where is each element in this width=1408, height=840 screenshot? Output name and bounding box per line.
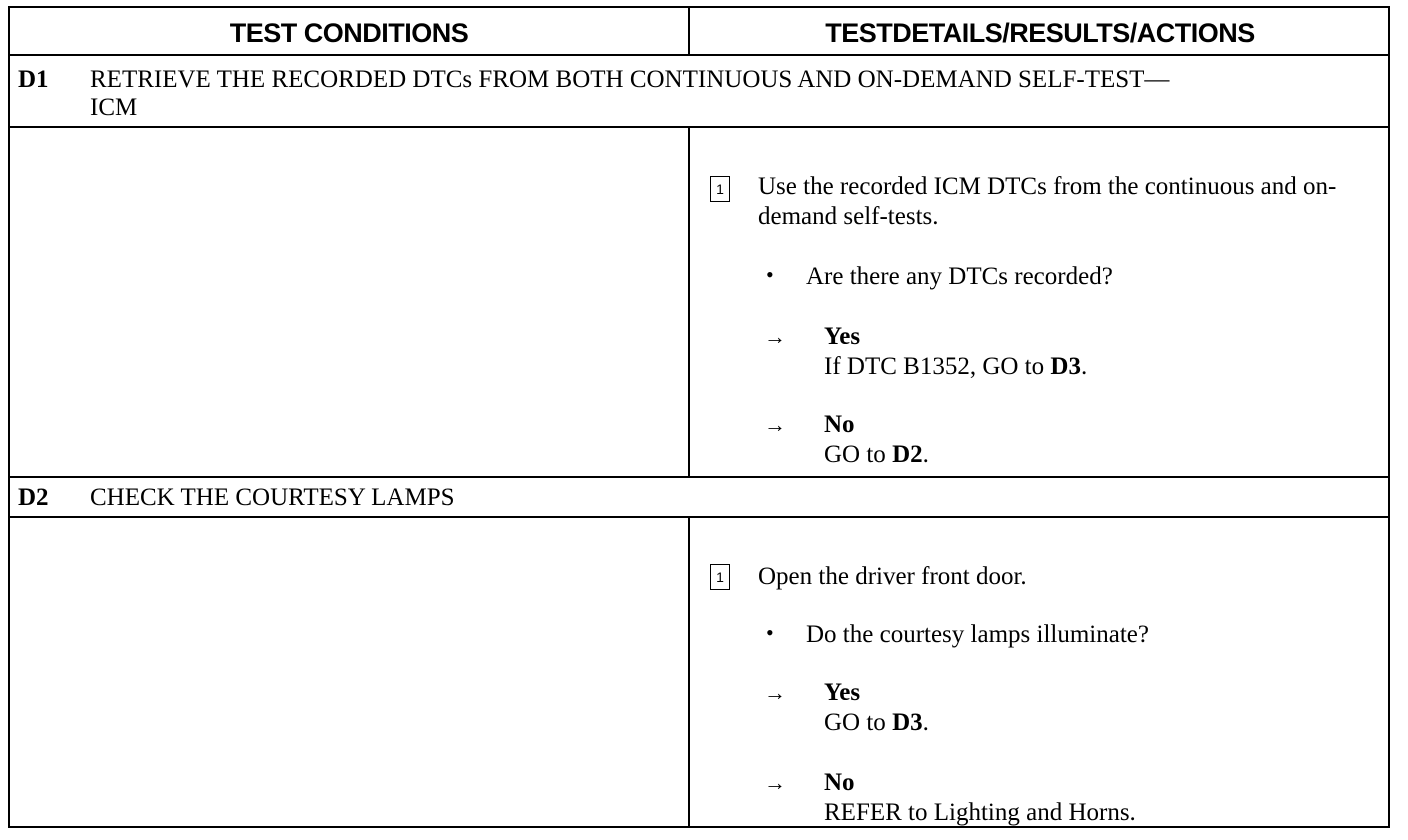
bullet-icon: • (766, 262, 774, 287)
instruction-text: Open the driver front door. (758, 563, 1027, 590)
test-details-heading: TESTDETAILS/RESULTS/ACTIONS (825, 18, 1255, 48)
instruction-text: Use the recorded ICM DTCs from the continuous and on-demand self-tests. (758, 173, 1337, 230)
answer-no-action (824, 440, 929, 470)
question-text: Are there any DTCs recorded? (806, 263, 1113, 290)
table-header (10, 8, 1388, 56)
step-reference: D3 (892, 709, 923, 736)
answer-no-action (824, 798, 1136, 828)
answer-yes-label: Yes (824, 323, 861, 350)
action-text: GO to (824, 709, 893, 736)
arrow-right-icon: → (764, 412, 786, 437)
step-number-box: 1 (710, 176, 730, 202)
step-title: RETRIEVE THE RECORDED DTCs FROM BOTH CONTINUOUS AND ON-DEMAND SELF-TEST—ICM (90, 66, 1170, 121)
answer-yes-label: Yes (824, 679, 861, 706)
answer-yes-action (824, 352, 1087, 382)
action-text: REFER to Lighting and Horns. (824, 799, 1136, 826)
arrow-right-icon: → (764, 324, 786, 349)
arrow-right-icon: → (764, 680, 786, 705)
step-d1-body (10, 128, 1388, 478)
step-id: D1 (18, 66, 49, 93)
test-details-cell (690, 518, 1388, 828)
action-suffix: . (1080, 353, 1088, 380)
answer-no-label: No (824, 769, 855, 796)
test-conditions-cell (10, 128, 690, 476)
test-conditions-cell (10, 518, 690, 828)
answer-yes-action (824, 708, 929, 738)
question-text: Do the courtesy lamps illuminate? (806, 621, 1149, 648)
test-conditions-heading: TEST CONDITIONS (10, 8, 690, 54)
step-number-box: 1 (710, 564, 730, 590)
step-reference: D3 (1050, 353, 1081, 380)
bullet-icon: • (766, 620, 774, 645)
step-d1-title-row (10, 56, 1388, 128)
action-suffix: . (922, 441, 929, 468)
arrow-right-icon: → (764, 770, 786, 795)
diagnostic-test-table (8, 6, 1390, 828)
answer-no-label: No (824, 411, 855, 438)
step-d2-title-row (10, 478, 1388, 518)
test-details-cell (690, 128, 1388, 476)
step-reference: D2 (892, 441, 923, 468)
action-suffix: . (922, 709, 929, 736)
action-text: GO to (824, 441, 893, 468)
step-id: D2 (18, 484, 49, 511)
step-title: CHECK THE COURTESY LAMPS (90, 484, 455, 511)
action-text: If DTC B1352, GO to (824, 353, 1051, 380)
step-d2-body (10, 518, 1388, 828)
